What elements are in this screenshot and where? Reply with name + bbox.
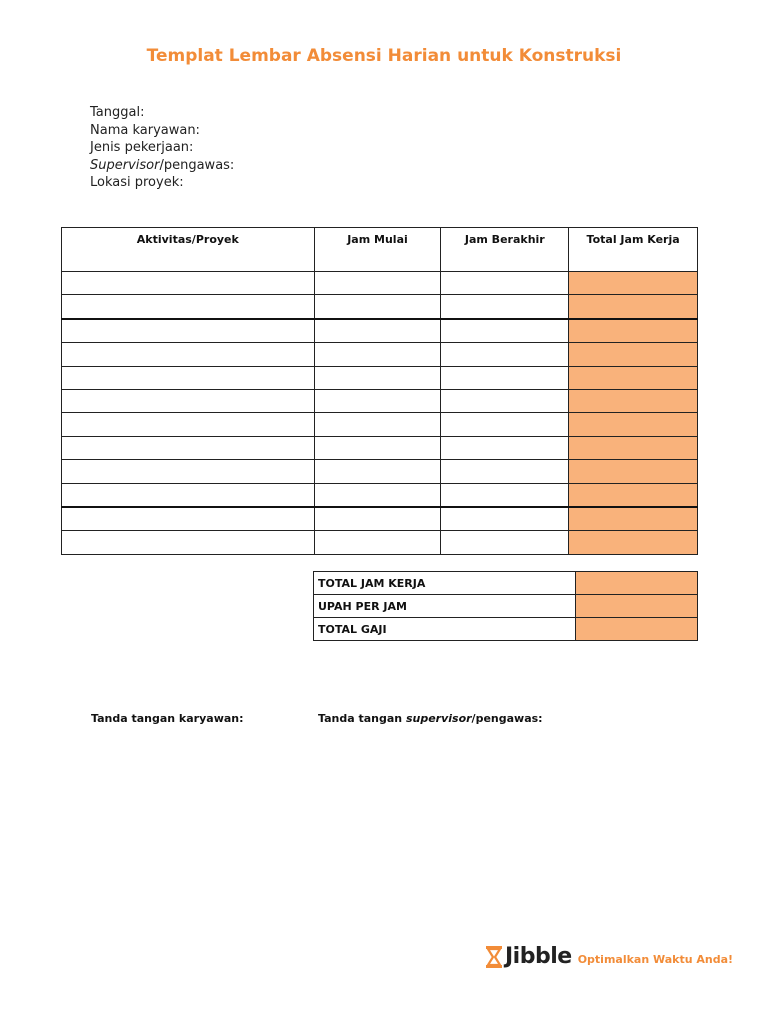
total-hours-cell[interactable] — [569, 343, 698, 366]
activity-cell[interactable] — [62, 272, 315, 295]
activity-cell[interactable] — [62, 366, 315, 389]
header-activity: Aktivitas/Proyek — [62, 228, 315, 272]
table-row — [62, 366, 698, 389]
start-time-cell[interactable] — [314, 436, 441, 459]
table-header-row — [62, 228, 698, 272]
table-row — [62, 319, 698, 343]
start-time-cell[interactable] — [314, 295, 441, 319]
date-label: Tanggal: — [90, 105, 145, 120]
supervisor-label: Supervisor/pengawas: — [90, 157, 235, 173]
start-time-cell[interactable] — [314, 319, 441, 343]
info-section — [90, 104, 234, 192]
total-hours-label: TOTAL JAM KERJA — [314, 572, 576, 595]
activity-cell[interactable] — [62, 413, 315, 436]
total-hours-cell[interactable] — [569, 483, 698, 507]
activity-cell[interactable] — [62, 436, 315, 459]
jibble-logo — [486, 944, 733, 969]
end-time-cell[interactable] — [441, 436, 569, 459]
total-hours-cell[interactable] — [569, 436, 698, 459]
table-row — [62, 413, 698, 436]
table-row — [62, 460, 698, 483]
attendance-table — [61, 227, 698, 555]
activity-cell[interactable] — [62, 389, 315, 412]
employee-signature-label: Tanda tangan karyawan: — [91, 712, 244, 725]
employee-name-label: Nama karyawan: — [90, 122, 200, 138]
page-title: Templat Lembar Absensi Harian untuk Konstruksi — [146, 46, 622, 66]
hourly-wage-label: UPAH PER JAM — [314, 595, 576, 618]
end-time-cell[interactable] — [441, 343, 569, 366]
end-time-cell[interactable] — [441, 507, 569, 531]
table-row — [62, 272, 698, 295]
activity-cell[interactable] — [62, 531, 315, 554]
end-time-cell[interactable] — [441, 272, 569, 295]
end-time-cell[interactable] — [441, 531, 569, 554]
job-type-label: Jenis pekerjaan: — [90, 140, 194, 155]
end-time-cell[interactable] — [441, 460, 569, 483]
end-time-cell[interactable] — [441, 319, 569, 343]
total-hours-cell[interactable] — [569, 366, 698, 389]
start-time-cell[interactable] — [314, 507, 441, 531]
activity-cell[interactable] — [62, 483, 315, 507]
header-end-time: Jam Berakhir — [441, 228, 569, 272]
start-time-cell[interactable] — [314, 483, 441, 507]
total-pay-cell[interactable] — [576, 618, 698, 641]
activity-cell[interactable] — [62, 507, 315, 531]
activity-cell[interactable] — [62, 460, 315, 483]
brand-slogan: Optimalkan Waktu Anda! — [577, 953, 734, 966]
start-time-cell[interactable] — [314, 389, 441, 412]
start-time-cell[interactable] — [314, 272, 441, 295]
table-row — [62, 295, 698, 319]
start-time-cell[interactable] — [314, 366, 441, 389]
total-hours-cell[interactable] — [569, 413, 698, 436]
hourly-wage-cell[interactable] — [576, 595, 698, 618]
total-hours-cell[interactable] — [569, 295, 698, 319]
supervisor-signature-label: Tanda tangan supervisor/pengawas: — [318, 712, 543, 725]
start-time-cell[interactable] — [314, 531, 441, 554]
header-start-time: Jam Mulai — [314, 228, 441, 272]
table-row — [62, 436, 698, 459]
total-hours-cell[interactable] — [569, 507, 698, 531]
start-time-cell[interactable] — [314, 343, 441, 366]
start-time-cell[interactable] — [314, 413, 441, 436]
start-time-cell[interactable] — [314, 460, 441, 483]
activity-cell[interactable] — [62, 319, 315, 343]
table-body — [62, 272, 698, 555]
summary-table — [313, 571, 698, 641]
end-time-cell[interactable] — [441, 483, 569, 507]
end-time-cell[interactable] — [441, 366, 569, 389]
table-row — [314, 572, 698, 595]
activity-cell[interactable] — [62, 343, 315, 366]
total-hours-cell[interactable] — [569, 531, 698, 554]
total-hours-cell[interactable] — [569, 319, 698, 343]
total-pay-label: TOTAL GAJI — [314, 618, 576, 641]
hourglass-icon — [486, 946, 502, 968]
table-row — [62, 483, 698, 507]
project-location-label: Lokasi proyek: — [90, 175, 184, 190]
total-hours-cell[interactable] — [576, 572, 698, 595]
total-hours-cell[interactable] — [569, 389, 698, 412]
table-row — [314, 595, 698, 618]
table-row — [62, 389, 698, 412]
table-row — [314, 618, 698, 641]
end-time-cell[interactable] — [441, 295, 569, 319]
brand-name: Jibble — [505, 944, 572, 969]
activity-cell[interactable] — [62, 295, 315, 319]
total-hours-cell[interactable] — [569, 272, 698, 295]
end-time-cell[interactable] — [441, 389, 569, 412]
total-hours-cell[interactable] — [569, 460, 698, 483]
table-row — [62, 507, 698, 531]
header-total-hours: Total Jam Kerja — [569, 228, 698, 272]
table-row — [62, 343, 698, 366]
table-row — [62, 531, 698, 554]
end-time-cell[interactable] — [441, 413, 569, 436]
